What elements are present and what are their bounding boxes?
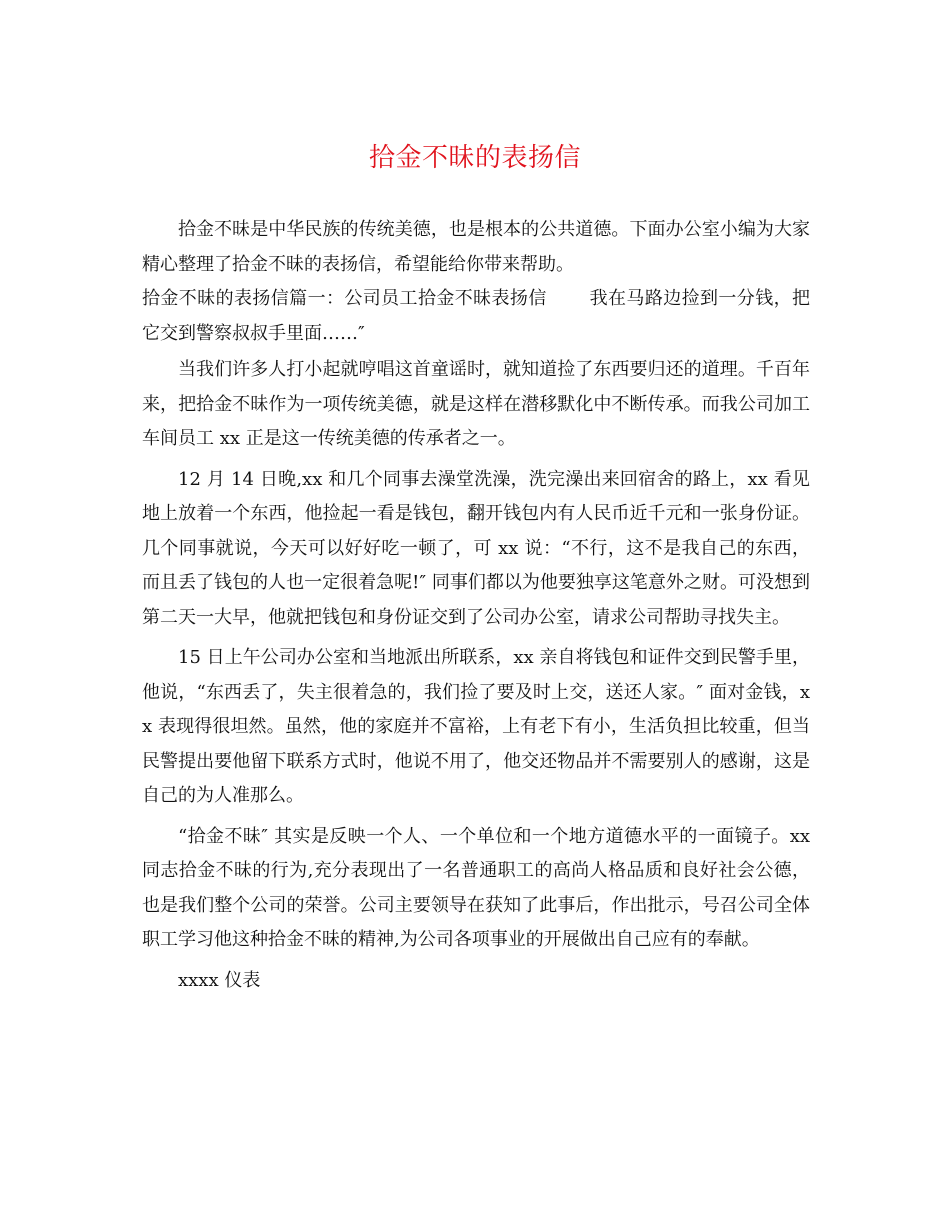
intro-paragraph: 拾金不昧是中华民族的传统美德，也是根本的公共道德。下面办公室小编为大家精心整理了拾金不昧的表扬信，希望能给你带来帮助。 (142, 219, 810, 275)
body-paragraph: “拾金不昧″ 其实是反映一个人、一个单位和一个地方道德水平的一面镜子。xx 同志拾金不昧的行为,充分表现出了一名普通职工的高尚人格品质和良好社会公德，也是我们整个公司的荣誉。公司主要领导在获知了此事后，作出批示，号召公司全体职工学习他这种拾金不昧的精神,为公司各项事业的开展做出自己应有的奉献。 (142, 825, 810, 950)
section-heading-paragraph: 拾金不昧的表扬信篇一：公司员工拾金不昧表扬信 我在马路边捡到一分钱，把它交到警察叔叔手里面……″ (142, 288, 810, 344)
body-paragraph: 15 日上午公司办公室和当地派出所联系，xx 亲自将钱包和证件交到民警手里，他说，“东西丢了，失主很着急的，我们捡了要及时上交，送还人家。″ 面对金钱，xx 表现得很坦然。虽然，他的家庭并不富裕，上有老下有小，生活负担比较重，但当民警提出要他留下联系方式时，他说不用了，他交还物品并不需要别人的感谢，这是自己的为人准那么。 (142, 647, 810, 806)
body-paragraph: 当我们许多人打小起就哼唱这首童谣时，就知道捡了东西要归还的道理。千百年来，把拾金不昧作为一项传统美德，就是这样在潜移默化中不断传承。而我公司加工车间员工 xx 正是这一传统美德的传承者之一。 (142, 359, 810, 449)
body-paragraph: 12 月 14 日晚,xx 和几个同事去澡堂洗澡，洗完澡出来回宿舍的路上，xx 看见地上放着一个东西，他捡起一看是钱包，翻开钱包内有人民币近千元和一张身份证。几个同事就说，今天可以好好吃一顿了，可 xx 说：“不行，这不是我自己的东西，而且丢了钱包的人也一定很着急呢!″ 同事们都以为他要独享这笔意外之财。可没想到第二天一大早，他就把钱包和身份证交到了公司办公室，请求公司帮助寻找失主。 (142, 468, 810, 628)
signature: xxxx 仪表 (178, 969, 261, 991)
document-body (142, 213, 810, 998)
document-title: 拾金不昧的表扬信 (368, 143, 581, 173)
